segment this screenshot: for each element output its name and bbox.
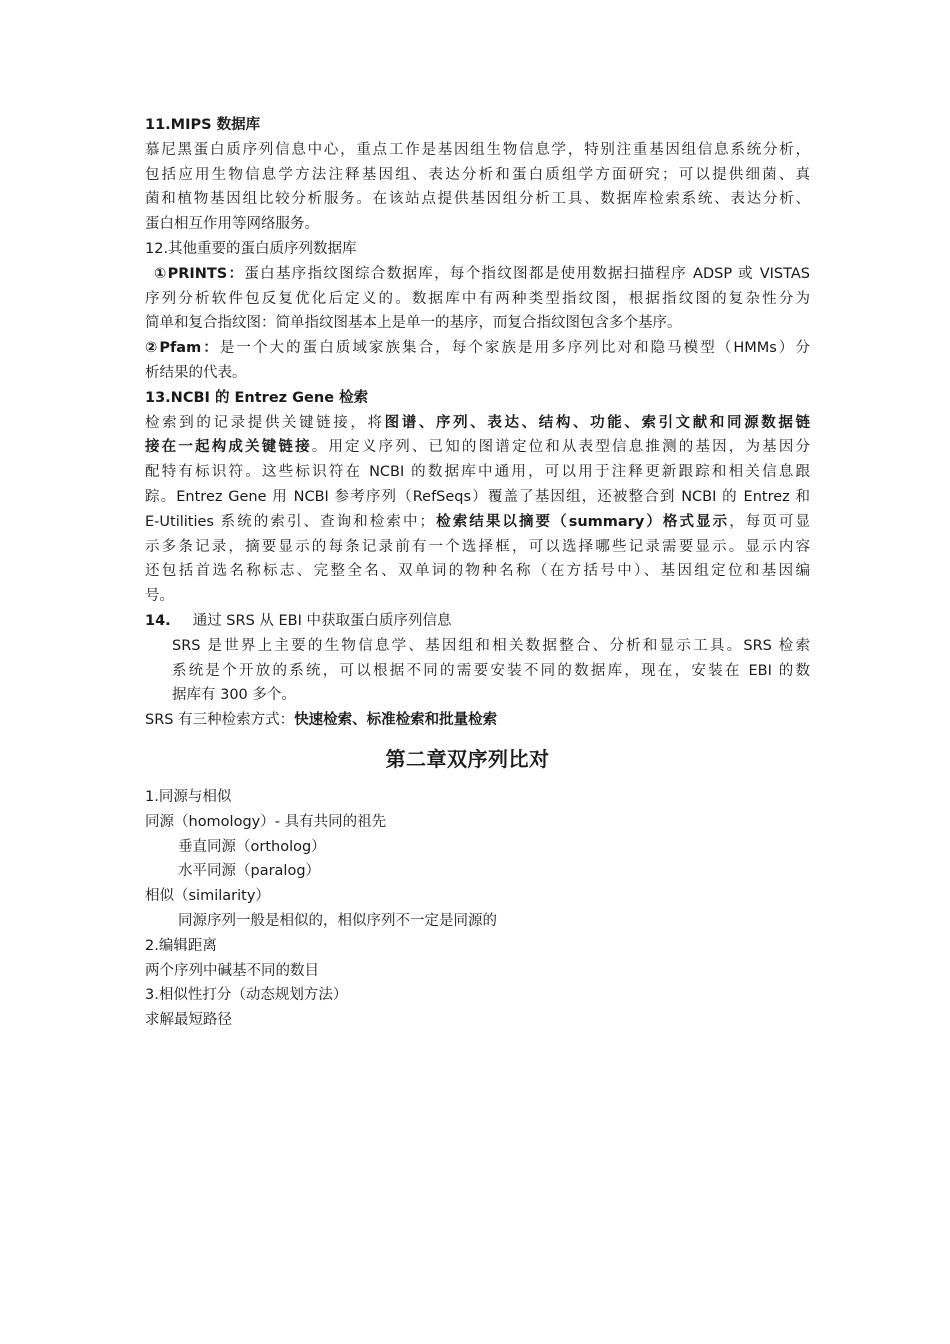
section-13-line-1 [145,411,810,436]
section-14-line-3: 据库有 300 多个。 [172,687,296,704]
similarity-line: 相似（similarity） [145,888,270,905]
section-13-line-1-text: 检索到的记录提供关键链接，将 [145,414,385,431]
section-13-line-4: 踪。Entrez Gene 用 NCBI 参考序列（RefSeqs）覆盖了基因组，还被整合到 NCBI 的 Entrez 和 [145,488,810,505]
chapter-2-heading-3: 3.相似性打分（动态规划方法） [145,987,348,1004]
prints-label: ①PRINTS： [154,265,245,282]
prints-line-2: 序列分析软件包反复优化后定义的。数据库中有两种类型指纹图，根据指纹图的复杂性分为 [145,290,810,307]
section-14-number: 14. [145,612,171,629]
chapter-2-title: 第二章双序列比对 [385,746,550,771]
section-13-line-2-bold: 接在一起构成关键链接 [145,439,312,456]
section-14-title: 通过 SRS 从 EBI 中获取蛋白质序列信息 [192,612,452,629]
section-13-line-2-text: 。用定义序列、已知的图谱定位和从表型信息推测的基因，为基因分 [311,439,810,456]
srs-modes-list: 快速检索、标准检索和批量检索 [294,712,498,729]
paralog-line: 水平同源（paralog） [178,863,321,880]
section-13-line-1-bold: 图谱、序列、表达、结构、功能、索引文献和同源数据链 [384,414,811,431]
section-13-line-5-text: E-Utilities 系统的索引、查询和检索中； [145,513,435,530]
section-11-line-2: 包括应用生物信息学方法注释基因组、表达分析和蛋白质组学方面研究；可以提供细菌、真 [145,166,810,183]
chapter-2-heading-1: 1.同源与相似 [145,788,232,805]
section-13-line-3: 配特有标识符。这些标识符在 NCBI 的数据库中通用，可以用于注释更新跟踪和相关信息跟 [145,464,810,481]
section-13-heading-bold: Entrez Gene 检索 [234,389,369,406]
similarity-note: 同源序列一般是相似的，相似序列不一定是同源的 [178,912,497,929]
pfam-label: ②Pfam： [145,340,220,357]
section-14-line-2: 系统是个开放的系统，可以根据不同的需要安装不同的数据库，现在，安装在 EBI 的数 [172,662,810,679]
homology-line: 同源（homology）- 具有共同的祖先 [145,813,387,830]
pfam-line-1 [145,336,810,361]
section-13-line-5-tail: ，每页可显 [729,513,811,530]
section-13-line-8: 号。 [145,588,174,605]
prints-text: 蛋白基序指纹图综合数据库，每个指纹图都是使用数据扫描程序 ADSP 或 VISTAS [244,265,810,282]
section-13-heading [145,386,810,411]
section-11-line-4: 蛋白相互作用等网络服务。 [145,216,319,233]
srs-modes-line [145,708,810,733]
section-13-line-2 [145,435,810,460]
pfam-line-2: 析结果的代表。 [145,364,247,381]
section-11-heading: 11.MIPS 数据库 [145,117,261,133]
section-13-line-6: 示多条记录，摘要显示的每条记录前有一个选择框，可以选择哪些记录需要显示。显示内容 [145,538,810,555]
srs-modes-label: SRS 有三种检索方式： [145,712,295,729]
section-13-heading-prefix: 13.NCBI 的 [145,389,235,406]
prints-line-3: 简单和复合指纹图：简单指纹图基本上是单一的基序，而复合指纹图包含多个基序。 [145,315,682,332]
document-page [145,113,810,1033]
chapter-2-heading-2: 2.编辑距离 [145,937,217,954]
section-14-line-1: SRS 是世界上主要的生物信息学、基因组和相关数据整合、分析和显示工具。SRS 检索 [172,637,810,654]
section-14-heading [145,609,810,634]
section-13-line-5 [145,510,810,535]
section-13-line-7: 还包括首选名称标志、完整全名、双单词的物种名称（在方括号中）、基因组定位和基因编 [145,563,810,580]
section-12-heading: 12.其他重要的蛋白质序列数据库 [145,240,357,257]
section-13-line-5-bold: 检索结果以摘要（summary）格式显示 [434,513,730,530]
shortest-path-line: 求解最短路径 [145,1012,232,1029]
section-11-line-1: 慕尼黑蛋白质序列信息中心，重点工作是基因组生物信息学，特别注重基因组信息系统分析， [145,141,810,158]
prints-line-1 [145,262,810,287]
section-11-line-3: 菌和植物基因组比较分析服务。在该站点提供基因组分析工具、数据库检索系统、表达分析、 [145,191,810,208]
edit-distance-definition: 两个序列中碱基不同的数目 [145,962,319,979]
pfam-text: 是一个大的蛋白质域家族集合，每个家族是用多序列比对和隐马模型（HMMs）分 [219,340,810,357]
ortholog-line: 垂直同源（ortholog） [178,838,326,855]
